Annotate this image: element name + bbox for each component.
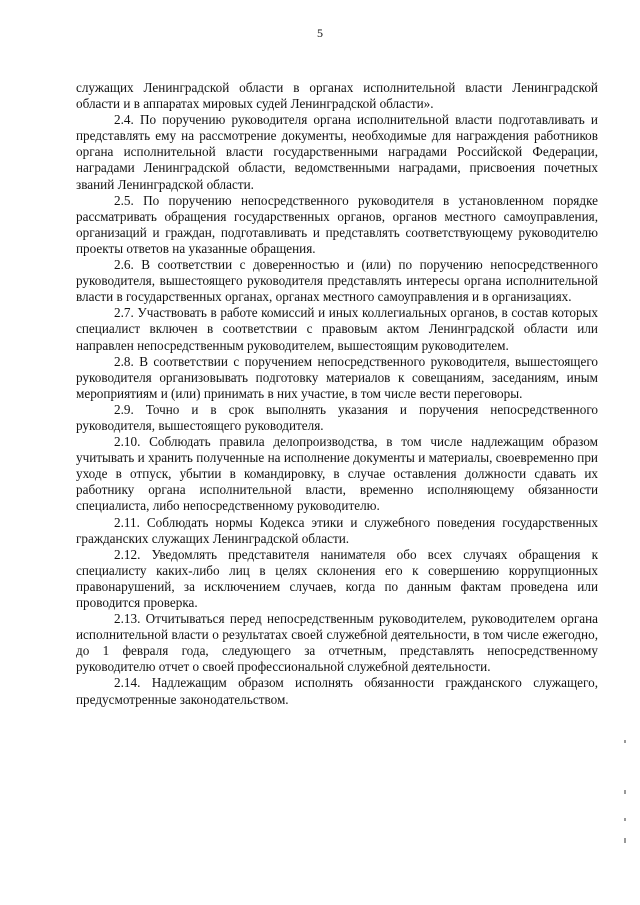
paragraph-2-8: 2.8. В соответствии с поручением непосредственного руководителя, вышестоящего руководителя организовывать подготовку материалов к совещаниям, заседаниям, иным мероприятиям и (или) принимать в них участие, в том числе вести переговоры.	[76, 353, 598, 401]
paragraph-2-5: 2.5. По поручению непосредственного руководителя в установленном порядке рассматривать обращения государственных органов, органов местного самоуправления, организаций и граждан, подготавливать и представлять соответствующему руководителю проекты ответов на указанные обращения.	[76, 192, 598, 256]
scan-mark	[624, 838, 626, 843]
paragraph-2-12: 2.12. Уведомлять представителя нанимателя обо всех случаях обращения к специалисту каких-либо лиц в целях склонения его к совершению коррупционных правонарушений, за исключением случаев, когда по данным фактам проведена или проводится проверка.	[76, 546, 598, 610]
scan-mark	[624, 790, 626, 794]
document-body	[76, 80, 598, 708]
paragraph-2-14: 2.14. Надлежащим образом исполнять обязанности гражданского служащего, предусмотренные законодательством.	[76, 675, 598, 707]
paragraph-continuation: служащих Ленинградской области в органах исполнительной власти Ленинградской области и в аппаратах мировых судей Ленинградской области».	[76, 80, 598, 112]
scan-mark	[624, 818, 626, 821]
scan-edge-marks	[622, 740, 628, 880]
paragraph-2-7: 2.7. Участвовать в работе комиссий и иных коллегиальных органов, в состав которых специалист включен в соответствии с правовым актом Ленинградской области или направлен непосредственным руководителем, вышестоящим руководителем.	[76, 305, 598, 353]
paragraph-2-9: 2.9. Точно и в срок выполнять указания и поручения непосредственного руководителя, вышестоящего руководителя.	[76, 401, 598, 433]
scan-mark	[624, 740, 626, 743]
paragraph-2-13: 2.13. Отчитываться перед непосредственным руководителем, руководителем органа исполнительной власти о результатах своей служебной деятельности, в том числе ежегодно, до 1 февраля года, следующего за отчетным, представлять непосредственному руководителю отчет о своей профессиональной служебной деятельности.	[76, 611, 598, 675]
page-number: 5	[317, 26, 323, 40]
paragraph-2-4: 2.4. По поручению руководителя органа исполнительной власти подготавливать и представлять ему на рассмотрение документы, необходимые для награждения работников органа исполнительной власти государственными наградами Российской Федерации, наградами Ленинградской области, ведомственными наградами, присвоения почетных званий Ленинградской области.	[76, 112, 598, 192]
paragraph-2-11: 2.11. Соблюдать нормы Кодекса этики и служебного поведения государственных гражданских служащих Ленинградской области.	[76, 514, 598, 546]
paragraph-2-10: 2.10. Соблюдать правила делопроизводства, в том числе надлежащим образом учитывать и хранить полученные на исполнение документы и материалы, своевременно при уходе в отпуск, убытии в командировку, в случае оставления должности сдавать их работнику органа исполнительной власти, временно исполняющему обязанности специалиста, либо непосредственному руководителю.	[76, 434, 598, 514]
paragraph-2-6: 2.6. В соответствии с доверенностью и (или) по поручению непосредственного руководителя, вышестоящего руководителя представлять интересы органа исполнительной власти в государственных органах, органах местного самоуправления и в организациях.	[76, 257, 598, 305]
